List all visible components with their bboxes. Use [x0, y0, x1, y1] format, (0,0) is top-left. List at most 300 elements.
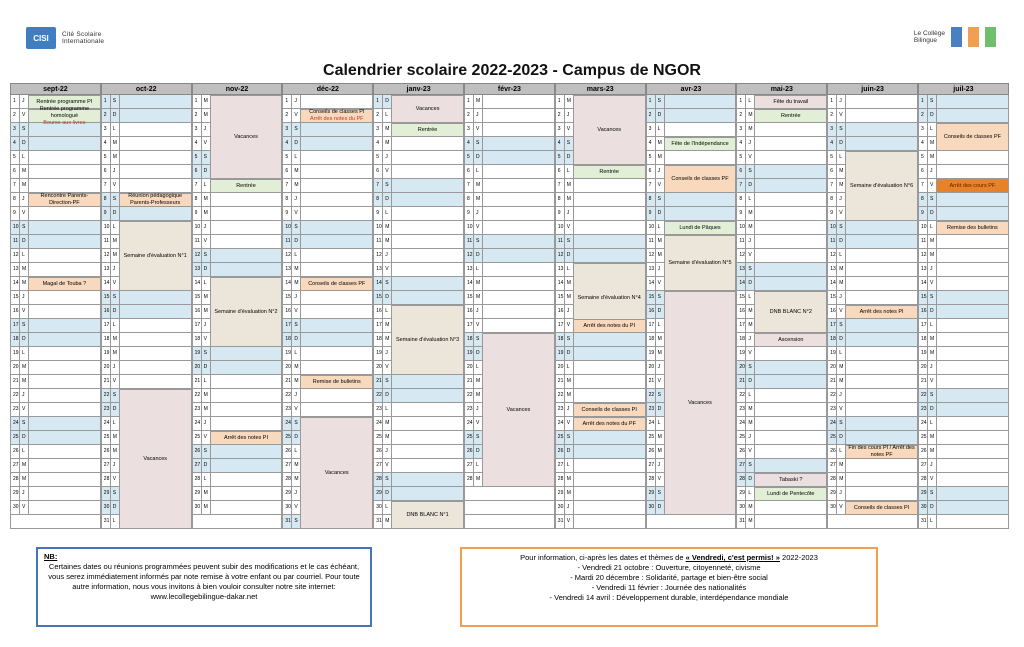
day-separator [291, 431, 292, 445]
day-separator [936, 501, 937, 515]
day-row [10, 347, 101, 361]
day-separator [382, 235, 383, 249]
day-number: 26 [648, 448, 655, 454]
day-letter: S [112, 196, 117, 202]
day-separator [382, 151, 383, 165]
day-separator [745, 445, 746, 459]
day-separator [564, 361, 565, 375]
day-number: 1 [285, 98, 289, 104]
day-letter: S [22, 126, 26, 132]
day-row [736, 207, 827, 221]
calendar-event [28, 193, 101, 207]
day-letter: D [476, 252, 480, 258]
day-separator [473, 263, 474, 277]
day-letter: S [294, 126, 298, 132]
day-row [101, 137, 192, 151]
day-row [736, 193, 827, 207]
day-separator [564, 277, 565, 291]
day-row [282, 123, 373, 137]
day-separator [836, 417, 837, 431]
day-number: 20 [921, 364, 927, 370]
day-letter: L [385, 112, 388, 118]
calendar-event [300, 109, 373, 123]
day-separator [110, 123, 111, 137]
day-letter: S [657, 392, 661, 398]
day-row [918, 417, 1009, 431]
day-separator [482, 305, 483, 319]
day-separator [110, 137, 111, 151]
day-separator [19, 207, 20, 221]
day-number: 17 [557, 322, 564, 328]
day-number: 5 [921, 154, 924, 160]
day-separator [110, 347, 111, 361]
event-text: Vacances [688, 399, 712, 406]
day-letter: M [748, 518, 753, 524]
day-separator [845, 347, 846, 361]
day-separator [382, 207, 383, 221]
day-separator [836, 235, 837, 249]
day-separator [564, 193, 565, 207]
day-letter: L [839, 350, 842, 356]
day-letter: S [657, 294, 661, 300]
day-separator [291, 95, 292, 109]
day-separator [482, 235, 483, 249]
day-separator [655, 417, 656, 431]
day-separator [300, 123, 301, 137]
day-number: 27 [648, 462, 655, 468]
month-header: juil-23 [918, 83, 1009, 95]
day-number: 11 [13, 238, 19, 244]
day-letter: D [203, 266, 208, 272]
day-number: 30 [648, 504, 655, 510]
day-number: 16 [557, 308, 564, 314]
day-number: 9 [467, 210, 470, 216]
day-row [464, 193, 555, 207]
day-separator [201, 431, 202, 445]
day-letter: L [566, 462, 570, 468]
day-row [918, 109, 1009, 123]
day-separator [291, 207, 292, 221]
calendar-event [936, 123, 1009, 151]
day-number: 15 [467, 294, 473, 300]
day-row [555, 179, 646, 193]
day-letter: L [203, 378, 207, 384]
day-separator [927, 137, 928, 151]
day-number: 28 [103, 476, 110, 482]
day-row [736, 431, 827, 445]
day-separator [936, 249, 937, 263]
day-separator [19, 277, 20, 291]
day-letter: M [294, 280, 299, 286]
day-separator [382, 347, 383, 361]
day-row [646, 95, 737, 109]
day-number: 20 [739, 364, 745, 370]
day-letter: M [294, 364, 299, 370]
event-text: Conseils de classes PI [853, 504, 910, 511]
day-separator [564, 123, 565, 137]
day-row [464, 277, 555, 291]
day-number: 23 [285, 406, 291, 412]
day-row [918, 305, 1009, 319]
day-letter: J [294, 196, 297, 202]
day-separator [655, 235, 656, 249]
day-separator [927, 277, 928, 291]
day-separator [845, 417, 846, 431]
day-separator [927, 249, 928, 263]
day-number: 13 [921, 266, 927, 272]
day-row [282, 361, 373, 375]
day-separator [836, 277, 837, 291]
day-row [464, 109, 555, 123]
day-separator [382, 95, 383, 109]
college-bilingue-logo [914, 27, 996, 47]
day-separator [119, 361, 120, 375]
day-separator [936, 193, 937, 207]
day-separator [19, 487, 20, 501]
day-number: 24 [830, 420, 836, 426]
event-text: Conseils de classes PF [671, 175, 729, 182]
day-letter: V [476, 224, 480, 230]
day-letter: S [294, 518, 298, 524]
day-separator [473, 361, 474, 375]
day-separator [745, 221, 746, 235]
day-letter: M [22, 280, 27, 286]
day-letter: M [930, 434, 935, 440]
day-separator [110, 431, 111, 445]
day-number: 6 [376, 168, 379, 174]
calendar-event [664, 291, 737, 515]
day-row [10, 515, 101, 529]
day-separator [19, 445, 20, 459]
day-separator [19, 95, 20, 109]
page-title: Calendrier scolaire 2022-2023 - Campus de NGOR [323, 62, 701, 79]
day-separator [110, 473, 111, 487]
day-row [827, 221, 918, 235]
day-separator [473, 207, 474, 221]
day-separator [19, 109, 20, 123]
day-separator [927, 207, 928, 221]
day-number: 24 [921, 420, 927, 426]
day-row [373, 445, 464, 459]
day-separator [573, 473, 574, 487]
day-number: 19 [830, 350, 836, 356]
day-row [827, 277, 918, 291]
day-separator [473, 459, 474, 473]
day-separator [836, 347, 837, 361]
day-row [736, 403, 827, 417]
day-separator [936, 109, 937, 123]
day-number: 26 [557, 448, 564, 454]
day-number: 13 [648, 266, 655, 272]
day-separator [201, 109, 202, 123]
day-separator [110, 501, 111, 515]
day-letter: S [294, 322, 298, 328]
day-letter: J [385, 350, 388, 356]
day-letter: S [657, 98, 661, 104]
day-letter: M [476, 182, 481, 188]
day-separator [836, 249, 837, 263]
day-number: 4 [376, 140, 379, 146]
day-number: 21 [557, 378, 564, 384]
day-number: 27 [194, 462, 201, 468]
day-letter: M [385, 238, 390, 244]
day-letter: L [112, 420, 116, 426]
day-number: 7 [376, 182, 379, 188]
logo-square-green [985, 27, 996, 47]
day-letter: M [930, 154, 935, 160]
day-row [373, 487, 464, 501]
event-text: Semaine d'évaluation N°5 [668, 259, 732, 266]
day-row [464, 221, 555, 235]
day-row [555, 221, 646, 235]
month-column [10, 83, 101, 535]
event-text: DNB BLANC N°1 [406, 511, 449, 518]
day-row [464, 263, 555, 277]
day-letter: L [22, 448, 25, 454]
day-separator [564, 249, 565, 263]
day-letter: V [22, 112, 26, 118]
day-separator [754, 123, 755, 137]
day-row [10, 291, 101, 305]
day-separator [655, 403, 656, 417]
day-letter: D [112, 112, 117, 118]
day-separator [473, 95, 474, 109]
day-letter: V [294, 112, 298, 118]
day-letter: J [476, 406, 479, 412]
day-separator [927, 305, 928, 319]
day-separator [110, 515, 111, 529]
day-separator [300, 403, 301, 417]
day-number: 3 [739, 126, 743, 132]
calendar-event [845, 445, 918, 459]
day-row [918, 151, 1009, 165]
day-number: 1 [739, 98, 743, 104]
day-number: 19 [285, 350, 291, 356]
day-separator [19, 417, 20, 431]
day-number: 1 [467, 98, 470, 104]
day-number: 21 [376, 378, 382, 384]
day-separator [201, 403, 202, 417]
day-separator [836, 109, 837, 123]
day-separator [754, 375, 755, 389]
day-separator [119, 151, 120, 165]
day-letter: V [839, 210, 843, 216]
day-separator [936, 389, 937, 403]
day-separator [201, 165, 202, 179]
day-letter: L [930, 420, 933, 426]
day-row [555, 235, 646, 249]
day-row [736, 459, 827, 473]
day-letter: D [930, 112, 934, 118]
day-letter: J [839, 294, 842, 300]
day-separator [210, 389, 211, 403]
day-number: 15 [285, 294, 291, 300]
day-separator [936, 459, 937, 473]
day-row [464, 319, 555, 333]
day-separator [291, 389, 292, 403]
day-letter: M [112, 448, 117, 454]
day-number: 20 [103, 364, 110, 370]
day-number: 17 [830, 322, 836, 328]
day-letter: L [657, 420, 661, 426]
day-number: 15 [194, 294, 201, 300]
day-number: 2 [194, 112, 198, 118]
day-separator [664, 193, 665, 207]
day-row [10, 207, 101, 221]
day-number: 10 [13, 224, 19, 230]
day-number: 8 [285, 196, 289, 202]
day-letter: J [930, 266, 933, 272]
day-separator [754, 151, 755, 165]
notes-body: Certaines dates ou réunions programmées peuvent subir des modifications et le cas échéant, vous serez immédiatement informés par note remise à votre enfant ou par courriel. Pour toute autre information, nous vous invitons à bien vouloir consulter notre site internet: www.lecollegebilingue-dakar.net [48, 562, 360, 601]
day-separator [28, 445, 29, 459]
day-letter: S [294, 224, 298, 230]
day-letter: V [930, 378, 934, 384]
day-number: 16 [285, 308, 291, 314]
day-separator [473, 347, 474, 361]
day-number: 25 [376, 434, 382, 440]
day-row [827, 249, 918, 263]
day-letter: M [839, 364, 844, 370]
day-row [10, 263, 101, 277]
day-separator [110, 487, 111, 501]
day-row [827, 333, 918, 347]
day-number: 10 [921, 224, 927, 230]
day-number: 15 [376, 294, 382, 300]
day-number: 12 [13, 252, 19, 258]
day-letter: M [930, 336, 935, 342]
day-row [282, 291, 373, 305]
day-separator [28, 361, 29, 375]
day-letter: L [385, 308, 388, 314]
day-letter: M [748, 322, 753, 328]
day-number: 26 [830, 448, 836, 454]
day-letter: J [930, 364, 933, 370]
day-separator [754, 431, 755, 445]
day-separator [110, 179, 111, 193]
day-separator [564, 319, 565, 333]
day-separator [28, 123, 29, 137]
day-number: 18 [830, 336, 836, 342]
day-letter: D [839, 336, 843, 342]
day-row [464, 207, 555, 221]
day-letter: J [839, 98, 842, 104]
calendar-event [391, 95, 464, 123]
day-letter: V [385, 168, 389, 174]
day-separator [482, 263, 483, 277]
day-row [373, 375, 464, 389]
day-number: 1 [557, 98, 561, 104]
day-separator [655, 109, 656, 123]
day-separator [573, 389, 574, 403]
day-letter: D [748, 476, 753, 482]
day-letter: M [566, 196, 571, 202]
day-letter: J [22, 294, 25, 300]
day-number: 20 [830, 364, 836, 370]
day-number: 22 [194, 392, 201, 398]
day-number: 4 [467, 140, 470, 146]
day-letter: J [839, 196, 842, 202]
day-separator [19, 221, 20, 235]
day-separator [382, 515, 383, 529]
day-separator [19, 319, 20, 333]
day-letter: M [657, 448, 662, 454]
day-letter: M [22, 182, 27, 188]
day-number: 31 [921, 518, 927, 524]
day-row [646, 109, 737, 123]
day-separator [845, 459, 846, 473]
day-letter: M [112, 350, 117, 356]
day-row [736, 151, 827, 165]
day-row [918, 431, 1009, 445]
day-letter: D [203, 168, 208, 174]
day-separator [110, 333, 111, 347]
day-separator [845, 473, 846, 487]
day-separator [391, 375, 392, 389]
day-separator [382, 487, 383, 501]
day-row [192, 361, 283, 375]
day-separator [291, 277, 292, 291]
day-number: 24 [103, 420, 110, 426]
day-number: 8 [557, 196, 561, 202]
day-separator [927, 95, 928, 109]
day-row [555, 445, 646, 459]
day-separator [110, 207, 111, 221]
day-letter: D [22, 434, 26, 440]
day-separator [110, 277, 111, 291]
day-separator [836, 445, 837, 459]
day-number: 23 [376, 406, 382, 412]
day-row [10, 235, 101, 249]
day-letter: M [294, 378, 299, 384]
calendar-event [754, 291, 827, 333]
day-separator [391, 459, 392, 473]
day-number: 28 [285, 476, 291, 482]
day-separator [573, 347, 574, 361]
day-letter: D [22, 238, 26, 244]
day-separator [745, 291, 746, 305]
day-letter: D [385, 98, 389, 104]
day-letter: J [748, 140, 751, 146]
day-separator [482, 151, 483, 165]
day-row [827, 515, 918, 529]
day-separator [382, 361, 383, 375]
day-number: 18 [557, 336, 564, 342]
day-number: 22 [557, 392, 564, 398]
day-row [282, 403, 373, 417]
day-separator [482, 193, 483, 207]
day-row [736, 445, 827, 459]
calendar-event [119, 389, 192, 529]
cisi-logo-mark: CISI [26, 27, 56, 49]
day-separator [201, 95, 202, 109]
day-letter: V [476, 126, 480, 132]
day-letter: V [566, 224, 571, 230]
day-number: 19 [739, 350, 745, 356]
day-separator [473, 123, 474, 137]
day-letter: M [839, 182, 844, 188]
day-number: 30 [921, 504, 927, 510]
day-separator [382, 473, 383, 487]
day-separator [936, 473, 937, 487]
day-separator [110, 459, 111, 473]
day-row [373, 291, 464, 305]
day-separator [391, 431, 392, 445]
day-separator [291, 501, 292, 515]
day-letter: S [294, 420, 298, 426]
day-row [827, 109, 918, 123]
day-row [555, 375, 646, 389]
